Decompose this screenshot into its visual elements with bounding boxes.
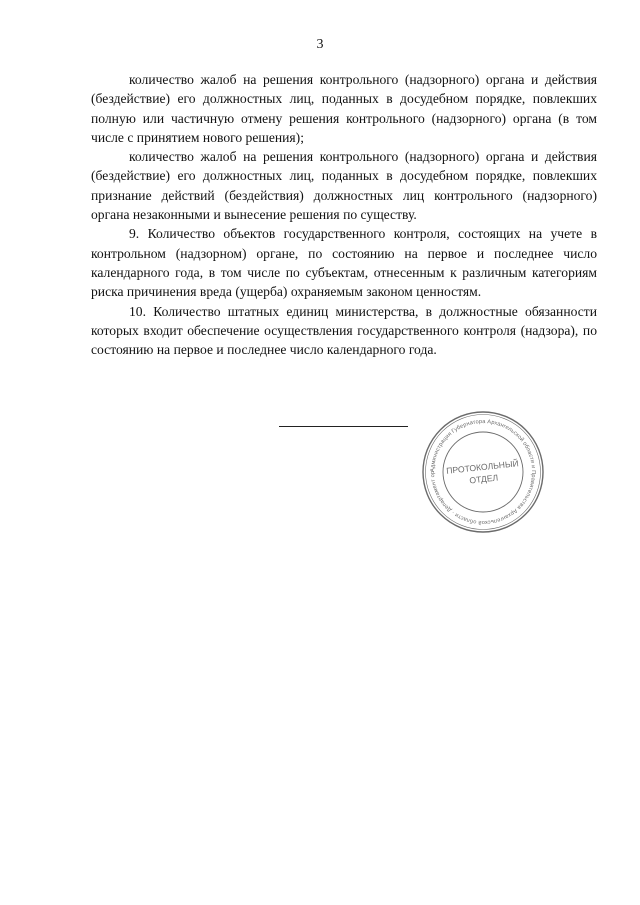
paragraph-complaints-cancellation: количество жалоб на решения контрольного (надзорного) органа и действия (бездействие) его должностных лиц, поданных в досудебном порядке, повлекших полную или частичную отмену решения контрольного (надзорного) органа (в том числе с принятием нового решения); [91, 72, 597, 145]
document-body [91, 70, 597, 359]
signature-line [279, 426, 408, 427]
protocol-department-stamp [421, 410, 545, 534]
paragraph-item-10: 10. Количество штатных единиц министерства, в должностные обязанности которых входит обеспечение осуществления государственного контроля (надзора), по состоянию на первое и последнее число календарного года. [91, 303, 597, 358]
page-number: 3 [316, 37, 324, 52]
stamp-center-line2: ОТДЕЛ [468, 472, 499, 486]
paragraph-complaints-unlawful: количество жалоб на решения контрольного (надзорного) органа и действия (бездействие) его должностных лиц, поданных в досудебном порядке, повлекших признание действий (бездействия) должностных лиц контрольного (надзорного) органа незаконными и вынесение решения по существу. [91, 149, 597, 223]
paragraph-item-9: 9. Количество объектов государственного контроля, состоящих на учете в контрольном (надзорном) органе, по состоянию на первое и последнее число календарного года, в том числе по субъектам, отнесенным к различным категориям риска причинения вреда (ущерба) охраняемым законом ценностям. [91, 226, 597, 300]
stamp-center-line1: ПРОТОКОЛЬНЫЙ [445, 458, 520, 476]
stamp-ring-text: Администрация Губернатора Архангельской области и Правительства Архангельской области · Департамент ор [429, 418, 537, 526]
stamp-seal-icon [421, 410, 545, 534]
